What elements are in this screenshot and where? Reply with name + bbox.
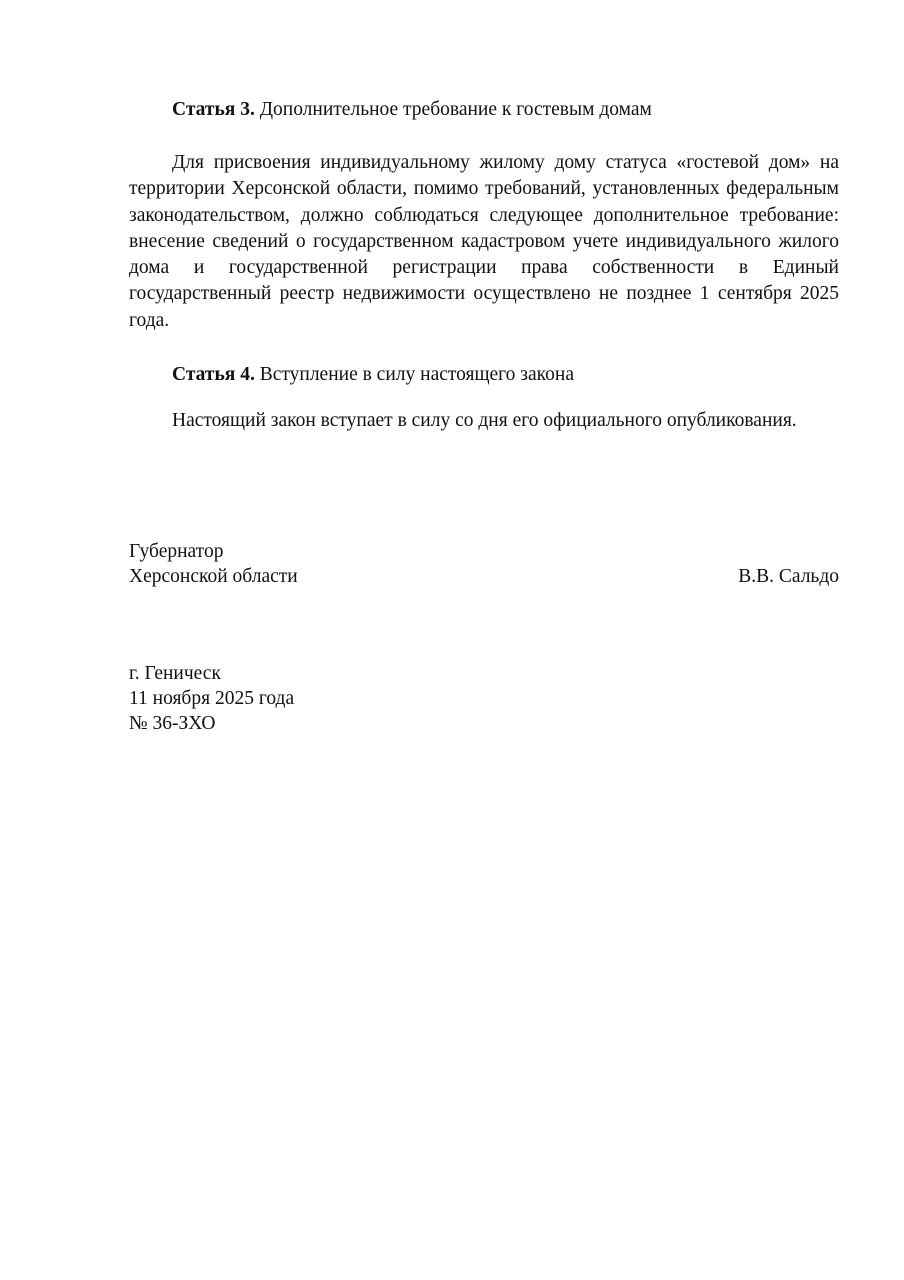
article-4-heading xyxy=(129,362,839,388)
article-3-heading xyxy=(129,97,839,123)
footer-date: 11 ноября 2025 года xyxy=(129,688,295,709)
article-3-title: Дополнительное требование к гостевым домам xyxy=(259,99,652,120)
signature-position-line2: Херсонской области xyxy=(129,566,298,587)
article-4-number: Статья 4. xyxy=(172,364,255,385)
signature-position-line1: Губернатор xyxy=(129,541,224,562)
article-4-body: Настоящий закон вступает в силу со дня его официального опубликования. xyxy=(172,410,797,431)
signature-name: В.В. Сальдо xyxy=(738,566,839,587)
footer-number: № 36-ЗХО xyxy=(129,713,216,734)
article-3-body: Для присвоения индивидуальному жилому дому статуса «гостевой дом» на территории Херсонской области, помимо требований, установленных федеральным законодательством, должно соблюдаться следующее дополнительное требование: внесение сведений о государственном кадастровом учете индивидуального жилого дома и государственной регистрации права собственности в Единый государственный реестр недвижимости осуществлено не позднее 1 сентября 2025 года. xyxy=(129,152,839,331)
footer-place: г. Геническ xyxy=(129,663,221,684)
article-4-title: Вступление в силу настоящего закона xyxy=(259,364,574,385)
article-3-number: Статья 3. xyxy=(172,99,255,120)
